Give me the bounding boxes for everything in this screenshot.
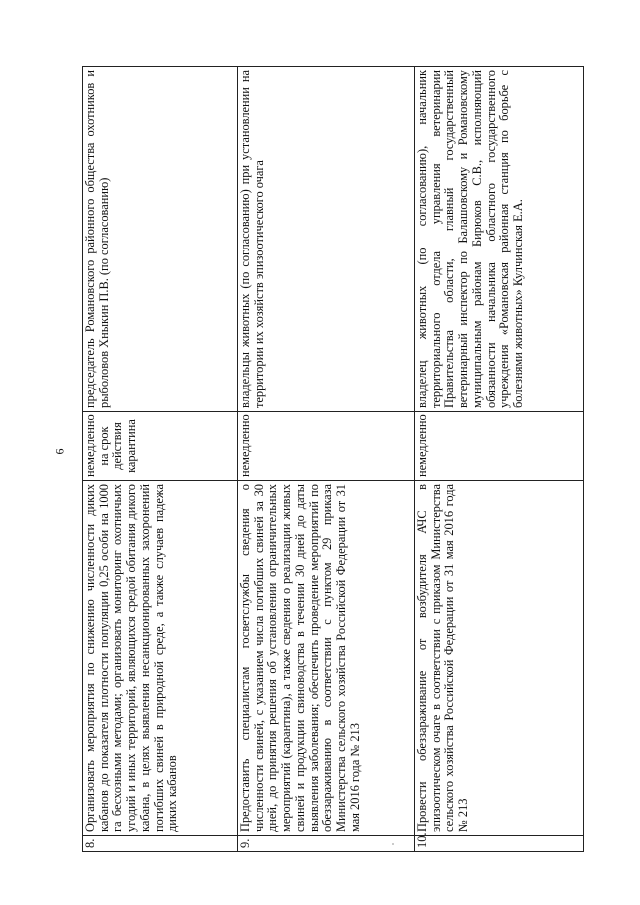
- responsible-text: председатель Романовского районного общества охотников и рыболовов Хныкин П.В. (по согласованию): [83, 67, 238, 412]
- responsible-text: владелец животных (по согласованию), начальник территориального отдела управления ветеринарии Правительства области, главный государственный ветеринарный инспектор по Балашовскому и Романовскому муниципальным районам Бирюков С.В., исполняющий обязанности начальника областного государственного учреждения «Романовская районная станция по борьбе с болезнями животных» Кулчинская Е.А.: [415, 67, 584, 412]
- table-row: [83, 67, 238, 852]
- page-number: 6: [52, 448, 67, 455]
- measure-text: Предоставить специалистам госветслужбы сведения о численности свиней, с указанием числа погибших свиней за 30 дней, до принятия решения об установлении ограничительных мероприятий (карантина), а также сведения о реализации живых свиней и продукции свиноводства в течении 30 дней до даты выявления заболевания; обеспечить проведение мероприятий по обеззараживанию в соответствии с пунктом 29 приказа Министерства сельского хозяйства Российской Федерации от 31 мая 2016 года № 213: [238, 481, 415, 836]
- deadline-text: немедленно: [238, 412, 415, 481]
- scan-speck: [392, 843, 394, 845]
- table-row: [415, 67, 584, 852]
- responsible-text: владельцы животных (по согласованию) при установлении на территории их хозяйств эпизоотического очага: [238, 67, 415, 412]
- measure-text: Организовать мероприятия по снижению численности диких кабанов до показателя плотности популяции 0,25 особи на 1000 га бесхозными методами; организовать мониторинг охотничьих угодий и иных территорий, являющихся средой обитания дикого кабана, в целях выявления несанкционированных захоронений погибших свиней в природной среде, а также случаев падежа диких кабанов: [83, 481, 238, 836]
- measure-text: Провести обеззараживание от возбудителя АЧС в эпизоотическом очаге в соответствии с приказом Министерства сельского хозяйства Российской Федерации от 31 мая 2016 года № 213: [415, 481, 584, 836]
- row-number: 9.: [238, 836, 415, 852]
- table-row: [238, 67, 415, 852]
- deadline-text: немедленно: [415, 412, 584, 481]
- deadline-text: немедленно на срок действия карантина: [83, 412, 238, 481]
- measures-table: [82, 66, 584, 852]
- rotated-page-content: [82, 67, 594, 852]
- row-number: 8.: [83, 836, 238, 852]
- row-number: 10.: [415, 836, 584, 852]
